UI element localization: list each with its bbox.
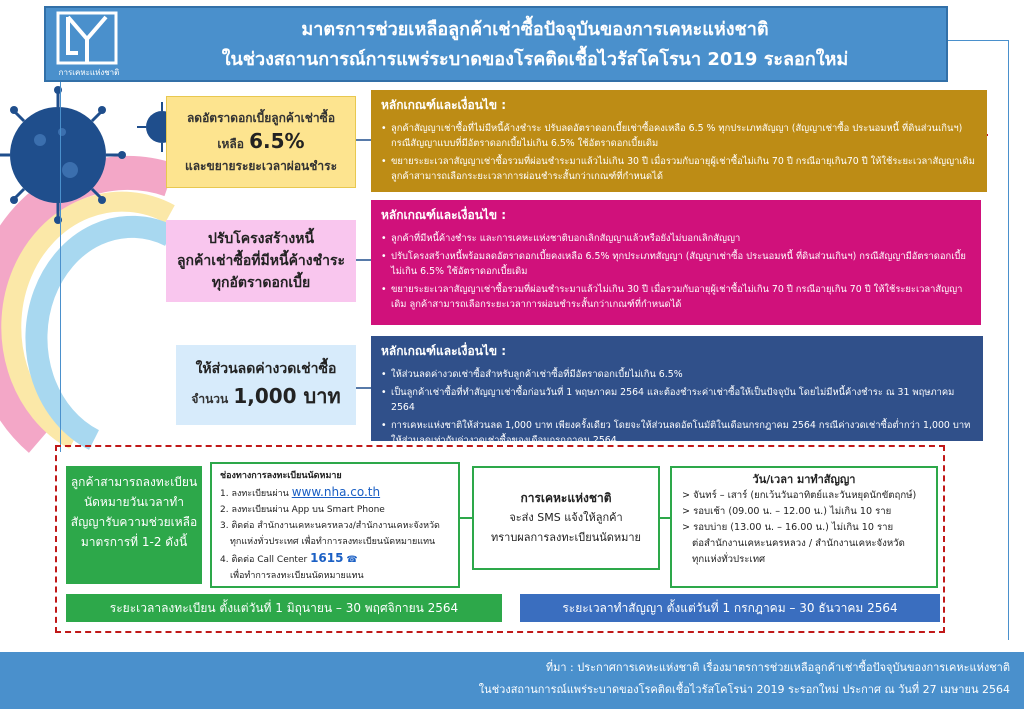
- channel-app: 2. ลงทะเบียนผ่าน App บน Smart Phone: [220, 505, 385, 515]
- channel-website-prefix: 1. ลงทะเบียนผ่าน: [220, 489, 289, 499]
- registration-intro-line: สัญญารับความช่วยเหลือ: [70, 515, 198, 529]
- measure1-line3: และขยายระยะเวลาผ่อนชำระ: [184, 159, 338, 173]
- sms-notice-line: ทราบผลการลงทะเบียนนัดหมาย: [490, 531, 641, 544]
- measure2-line2: ลูกค้าเช่าซื้อที่มีหนี้ค้างชำระ: [176, 253, 346, 269]
- schedule-morning: > รอบเช้า (09.00 น. – 12.00 น.) ไม่เกิน 10 ราย: [682, 506, 892, 517]
- schedule-location: ต่อสำนักงานเคหะนครหลวง / สำนักงานเคหะจังหวัด: [692, 538, 905, 549]
- channel-call-center-prefix: 4. ติดต่อ Call Center: [220, 555, 308, 565]
- measure2-bullet: • ขยายระยะเวลาสัญญาเช่าซื้อรวมที่ผ่อนชำระมาแล้วไม่เกิน 30 ปี เมื่อรวมกับอายุผู้เช่าซื้อไม่เกิน 70 ปี กรณีอายุเกิน 70 ปี ให้ใช้ระยะเวลาสัญญาเดิม ลูกค้าสามารถเลือกระยะเวลาการผ่อนชำระสั้นกว่าเกณฑ์ที่กำหนดได้: [381, 282, 971, 312]
- channel-office-detail: ทุกแห่งทั่วประเทศ เพื่อทำการลงทะเบียนนัดหมายแทน: [230, 537, 436, 547]
- page-title-line2: ในช่วงสถานการณ์การแพร่ระบาดของโรคติดเชื้อไวรัสโคโรนา 2019 ระลอกใหม่: [221, 49, 849, 70]
- measure3-amount: 1,000 บาท: [233, 384, 341, 408]
- call-center-number: 1615: [310, 551, 344, 565]
- measure3-bullet: • ให้ส่วนลดค่างวดเช่าซื้อสำหรับลูกค้าเช่าซื้อที่มีอัตราดอกเบี้ยไม่เกิน 6.5%: [381, 367, 973, 382]
- schedule-location-detail: ทุกแห่งทั่วประเทศ: [692, 554, 766, 565]
- channel-call-center-detail: เพื่อทำการลงทะเบียนนัดหมายแทน: [230, 571, 364, 581]
- measure1-line1: ลดอัตราดอกเบี้ยลูกค้าเช่าซื้อ: [186, 111, 336, 125]
- schedule-afternoon: > รอบบ่าย (13.00 น. – 16.00 น.) ไม่เกิน 10 ราย: [682, 522, 894, 533]
- contract-period: ระยะเวลาทำสัญญา ตั้งแต่วันที่ 1 กรกฎาคม – 30 ธันวาคม 2564: [520, 594, 940, 622]
- measure3-bullet: • เป็นลูกค้าเช่าซื้อที่ทำสัญญาเช่าซื้อก่อนวันที่ 1 พฤษภาคม 2564 และต้องชำระค่าเช่าซื้อให้เป็นปัจจุบัน โดยไม่มีหนี้ค้างชำระ ณ 31 พฤษภาคม 2564: [381, 385, 973, 415]
- measure1-rate: 6.5%: [249, 129, 305, 153]
- registration-intro-line: นัดหมายวันเวลาทำ: [83, 495, 185, 509]
- measure2-bullet: • ปรับโครงสร้างหนี้พร้อมลดอัตราดอกเบี้ยคงเหลือ 6.5% ทุกประเภทสัญญา (สัญญาเช่าซื้อ ประนอมหนี้ ที่ดินส่วนเกินฯ) กรณีสัญญามีอัตราดอกเบี้ยไม่เกิน 6.5% ใช้อัตราดอกเบี้ยเดิม: [381, 249, 971, 279]
- channel-office: 3. ติดต่อ สำนักงานเคหะนครหลวง/สำนักงานเคหะจังหวัด: [220, 521, 440, 531]
- source-line2: ในช่วงสถานการณ์แพร่ระบาดของโรคติดเชื้อไวรัสโคโรน่า 2019 ระรอกใหม่ ประกาศ ณ วันที่ 27 เมษายน 2564: [478, 683, 1010, 696]
- measure2-bullet: • ลูกค้าที่มีหนี้ค้างชำระ และการเคหะแห่งชาติบอกเลิกสัญญาแล้วหรือยังไม่บอกเลิกสัญญา: [381, 231, 971, 246]
- source-line1: ที่มา : ประกาศการเคหะแห่งชาติ เรื่องมาตรการช่วยเหลือลูกค้าเช่าซื้อปัจจุบันของการเคหะแห่งชาติ: [545, 661, 1010, 674]
- measure1-bullet: • ลูกค้าสัญญาเช่าซื้อที่ไม่มีหนี้ค้างชำระ ปรับลดอัตราดอกเบี้ยเช่าซื้อคงเหลือ 6.5 % ทุกประเภทสัญญา (สัญญาเช่าซื้อ ประนอมหนี้ ที่ดินส่วนเกินฯ) กรณีสัญญาแบบที่มีอัตราดอกเบี้ยไม่เกิน 6.5% ใช้อัตราดอกเบี้ยเดิม: [381, 121, 977, 151]
- schedule-days: > จันทร์ – เสาร์ (ยกเว้นวันอาทิตย์และวันหยุดนักขัตฤกษ์): [682, 490, 917, 501]
- schedule-title: วัน/เวลา มาทำสัญญา: [752, 473, 856, 486]
- registration-intro-line: มาตรการที่ 1-2 ดังนี้: [80, 535, 188, 549]
- measure1-rate-prefix: เหลือ: [217, 137, 244, 151]
- channels-title: ช่องทางการลงทะเบียนนัดหมาย: [220, 471, 342, 481]
- measure2-line3: ทุกอัตราดอกเบี้ย: [211, 275, 311, 291]
- registration-period: ระยะเวลาลงทะเบียน ตั้งแต่วันที่ 1 มิถุนายน – 30 พฤศจิกายน 2564: [66, 594, 502, 622]
- sms-notice-org: การเคหะแห่งชาติ: [520, 491, 612, 505]
- phone-icon: ☎: [346, 555, 358, 565]
- sms-notice-line: จะส่ง SMS แจ้งให้ลูกค้า: [509, 511, 623, 524]
- nha-website-link[interactable]: www.nha.co.th: [291, 485, 381, 499]
- measure2-line1: ปรับโครงสร้างหนี้: [207, 231, 315, 247]
- measure1-conditions-title: หลักเกณฑ์และเงื่อนไข :: [381, 98, 507, 112]
- measure3-bullet: • การเคหะแห่งชาติให้ส่วนลด 1,000 บาท เพียงครั้งเดียว โดยจะให้ส่วนลดอัตโนมัติในเดือนกรกฎาคม 2564 กรณีค่างวดเช่าซื้อต่ำกว่า 1,000 บาท ให้ส่วนลดเท่ากับค่างวดเช่าซื้อของเดือนกรกฎาคม 2564: [381, 418, 973, 448]
- measure3-amount-prefix: จำนวน: [191, 392, 229, 406]
- logo-caption: การเคหะแห่งชาติ: [58, 68, 120, 77]
- registration-intro-line: ลูกค้าสามารถลงทะเบียน: [70, 475, 198, 489]
- measure2-conditions-title: หลักเกณฑ์และเงื่อนไข :: [381, 208, 507, 222]
- page-title-line1: มาตรการช่วยเหลือลูกค้าเช่าซื้อปัจจุบันของการเคหะแห่งชาติ: [301, 19, 769, 40]
- measure3-conditions-title: หลักเกณฑ์และเงื่อนไข :: [381, 344, 507, 358]
- measure1-bullet: • ขยายระยะเวลาสัญญาเช่าซื้อรวมที่ผ่อนชำระมาแล้วไม่เกิน 30 ปี เมื่อรวมกับอายุผู้เช่าซื้อไม่เกิน 70 ปี กรณีอายุเกิน70 ปี ให้ใช้ระยะเวลาสัญญาเดิม ลูกค้าสามารถเลือกระยะเวลาการผ่อนชำระสั้นกว่าเกณฑ์ที่กำหนดได้: [381, 154, 977, 184]
- measure3-line1: ให้ส่วนลดค่างวดเช่าซื้อ: [195, 361, 337, 377]
